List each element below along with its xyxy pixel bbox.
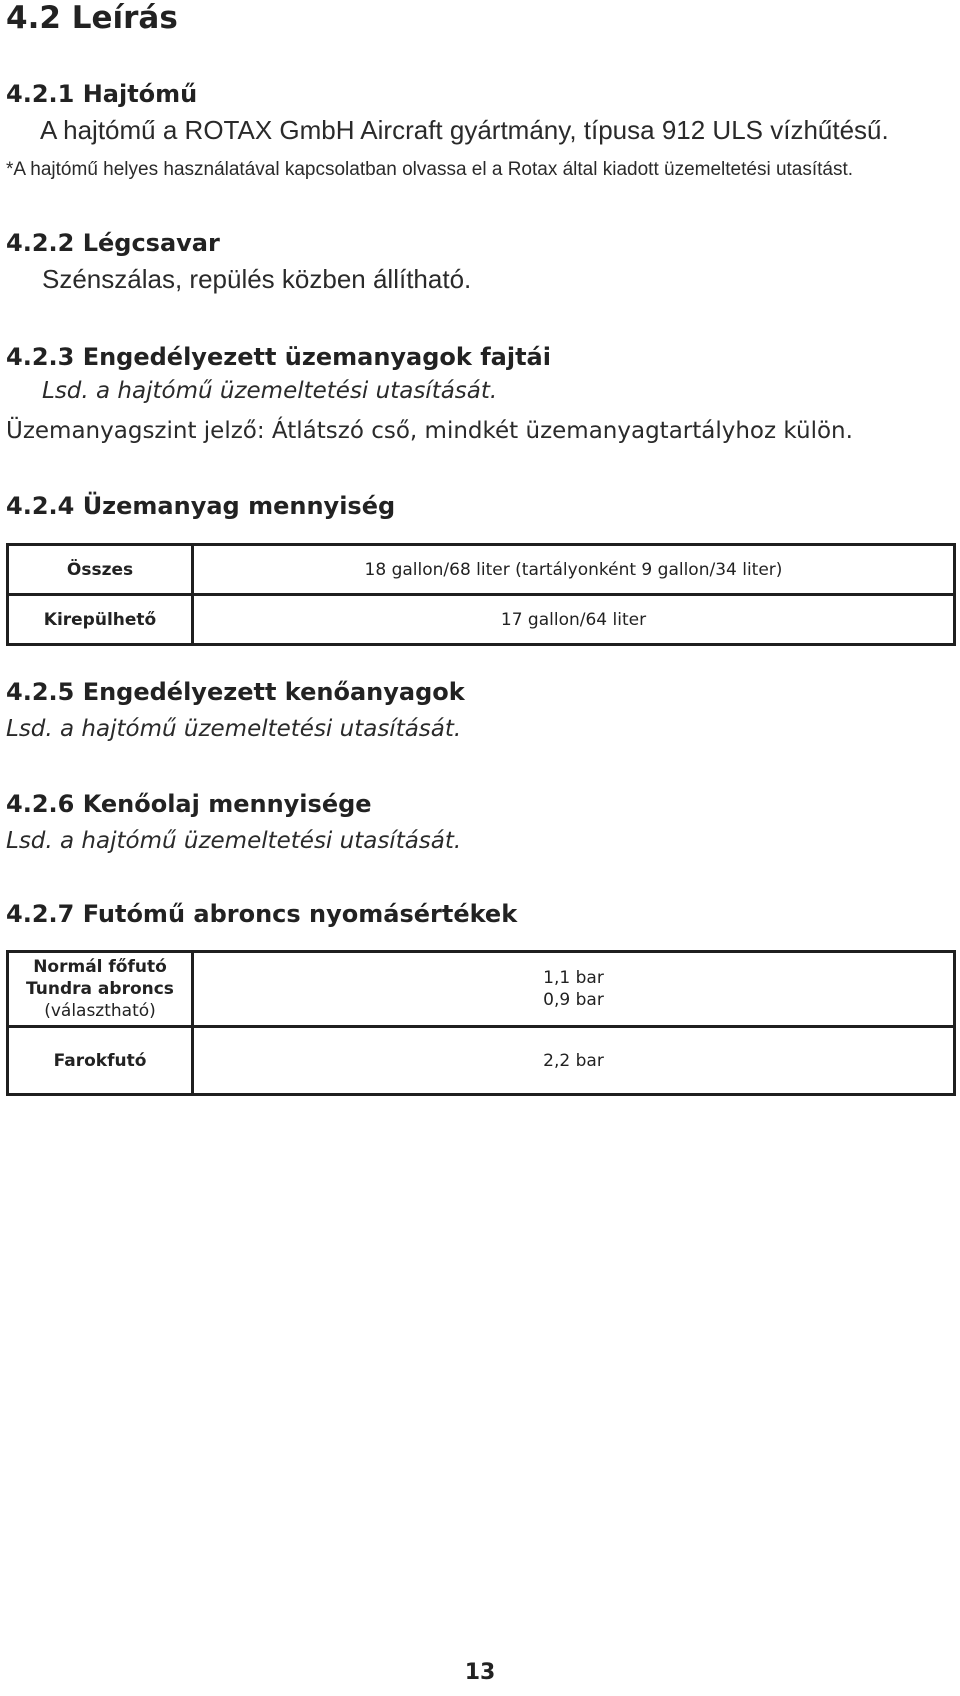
tires-heading: 4.2.7 Futómű abroncs nyomásértékek: [6, 900, 518, 928]
section-title: 4.2 Leírás: [6, 0, 178, 36]
fuel-total-value: 18 gallon/68 liter (tartályonként 9 gallon/34 liter): [193, 545, 955, 595]
main-gear-pressure: 1,1 bar: [543, 968, 604, 988]
fuel-quantity-heading: 4.2.4 Üzemanyag mennyiség: [6, 492, 396, 520]
table-row: [8, 952, 955, 1027]
engine-heading: 4.2.1 Hajtómű: [6, 80, 198, 108]
fuel-level-indicator: Üzemanyagszint jelző: Átlátszó cső, mindkét üzemanyagtartályhoz külön.: [6, 418, 853, 444]
lubricants-heading: 4.2.5 Engedélyezett kenőanyagok: [6, 678, 465, 706]
propeller-description: Szénszálas, repülés közben állítható.: [42, 264, 472, 294]
engine-description: A hajtómű a ROTAX GmbH Aircraft gyártmány, típusa 912 ULS vízhűtésű.: [40, 115, 889, 145]
fuels-heading: 4.2.3 Engedélyezett üzemanyagok fajtái: [6, 343, 551, 371]
fuel-quantity-table: [6, 543, 956, 646]
engine-note: *A hajtómű helyes használatával kapcsolatban olvassa el a Rotax által kiadott üzemeltetési utasítást.: [6, 159, 854, 180]
page-number: 13: [464, 1660, 496, 1685]
fuel-usable-value: 17 gallon/64 liter: [193, 595, 955, 645]
fuels-reference: Lsd. a hajtómű üzemeltetési utasítását.: [42, 378, 498, 404]
tail-wheel-pressure: 2,2 bar: [193, 1027, 955, 1095]
tundra-tire-pressure: 0,9 bar: [543, 990, 604, 1010]
fuel-total-label: Összes: [8, 545, 193, 595]
tire-pressure-table: [6, 950, 956, 1096]
oil-quantity-reference: Lsd. a hajtómű üzemeltetési utasítását.: [6, 828, 462, 854]
main-gear-label: Normál főfutó: [33, 957, 167, 977]
oil-quantity-heading: 4.2.6 Kenőolaj mennyisége: [6, 790, 372, 818]
table-row: [8, 545, 955, 595]
tundra-tire-label: Tundra abroncs: [26, 979, 174, 999]
lubricants-reference: Lsd. a hajtómű üzemeltetési utasítását.: [6, 716, 462, 742]
main-gear-label-cell: [8, 952, 193, 1027]
tail-wheel-label: Farokfutó: [8, 1027, 193, 1095]
main-gear-value-cell: [193, 952, 955, 1027]
propeller-heading: 4.2.2 Légcsavar: [6, 229, 220, 257]
table-row: [8, 595, 955, 645]
optional-label: (választható): [44, 1001, 156, 1021]
table-row: [8, 1027, 955, 1095]
fuel-usable-label: Kirepülhető: [8, 595, 193, 645]
